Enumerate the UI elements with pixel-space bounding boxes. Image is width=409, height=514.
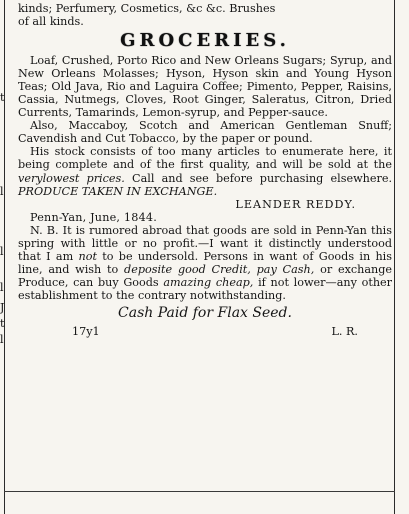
footer-code: 17y1	[72, 324, 100, 338]
dateline: Penn-Yan, June, 1844.	[30, 210, 157, 224]
edge-mark: l	[0, 281, 4, 294]
stock-paragraph	[18, 145, 392, 197]
tobacco-paragraph: Also, Maccaboy, Scotch and American Gentleman Snuff; Cavendish and Cut Tobacco, by the paper or pound.	[18, 119, 392, 146]
produce-notice: PRODUCE TAKEN IN EXCHANGE.	[18, 184, 218, 198]
right-column-rule	[394, 0, 395, 514]
groceries-paragraph: Loaf, Crushed, Porto Rico and New Orleans Sugars; Syrup, and New Orleans Molasses; Hyson, Hyson skin and Young Hyson Teas; Old Java, Rio and Laguira Coffee; Pimento, Pepper, Raisins, Cassia, Nutmegs, Cloves, Root Ginger, Saleratus, Citron, Dried Currents, Tamarinds, Lemon-syrup, and Pepper-sauce.	[18, 54, 392, 120]
stock-text-2: Call and see before purchasing elsewhere.	[124, 171, 393, 185]
stock-text: His stock consists of too many articles to enumerate here, it being complete and of the first quality, and will be sold at the	[18, 145, 392, 172]
cash-for-flax-seed: Cash Paid for Flax Seed.	[118, 304, 292, 321]
nb-text-2: to be undersold. Persons in want of Goods in his line, and wish to	[18, 249, 393, 276]
edge-mark: t	[0, 317, 5, 330]
edge-mark: l	[0, 185, 4, 198]
top-line-end: of all kinds.	[18, 15, 84, 29]
nb-text-4: if not lower—any other establishment to the contrary notwithstanding.	[18, 275, 392, 302]
footer-row	[18, 325, 392, 339]
nb-emphasis-cheap: amazing cheap,	[163, 275, 254, 289]
stock-emphasis: verylowest prices.	[18, 171, 125, 185]
edge-mark: J	[0, 301, 5, 314]
adjacent-column-fragments	[0, 0, 12, 514]
nb-text: N. B. It is rumored abroad that goods are sold in Penn-Yan this spring with little or no profit.—I want it distinctly understood that I am	[18, 223, 392, 263]
bottom-rule	[4, 491, 395, 492]
footer-initials: L. R.	[331, 324, 358, 338]
top-line: kinds; Perfumery, Cosmetics, &c &c. Brushes	[18, 2, 276, 15]
merchant-signature: LEANDER REDDY.	[235, 197, 356, 211]
nb-emphasis-credit: deposite good Credit, pay Cash,	[124, 262, 315, 276]
edge-mark: l	[0, 333, 4, 346]
nb-text-3: or exchange Produce, can buy Goods	[18, 262, 393, 289]
nb-emphasis-not: not	[78, 249, 97, 263]
edge-mark: l	[0, 245, 4, 258]
nota-bene-paragraph	[18, 224, 392, 302]
edge-mark: t	[0, 91, 5, 104]
groceries-heading: GROCERIES.	[120, 30, 290, 52]
advertisement-column	[18, 2, 392, 339]
